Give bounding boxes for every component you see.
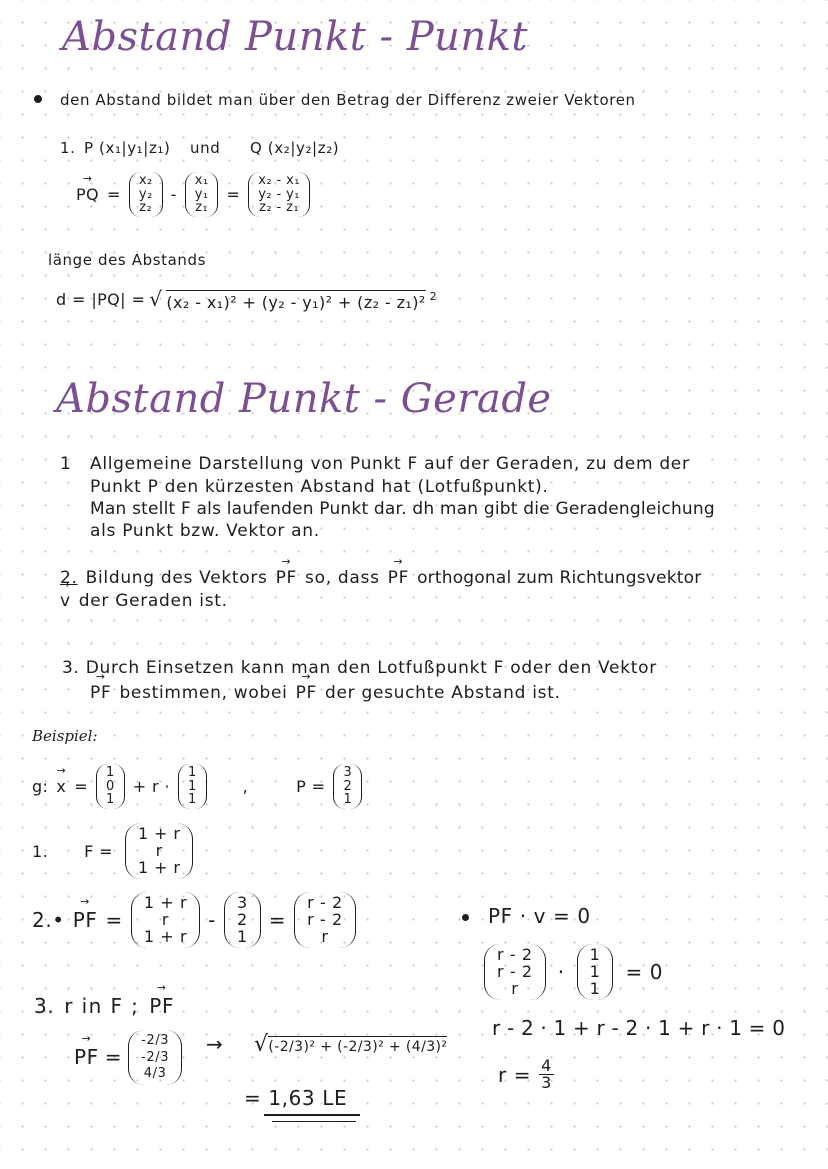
line-equation xyxy=(32,764,362,809)
direction-y: 1 xyxy=(187,778,197,794)
vector-q-z: z₂ xyxy=(139,200,153,216)
dot-v2-x: 1 xyxy=(589,945,601,964)
pf-final-equation xyxy=(74,1030,182,1085)
f-vector xyxy=(125,823,193,879)
pf-label: → PF xyxy=(73,908,98,932)
pf-final-label: → PF xyxy=(74,1045,99,1069)
dot-vector-2 xyxy=(577,944,614,1000)
section2-step2-line2 xyxy=(60,591,228,611)
pf-equation xyxy=(32,892,356,948)
bullet-dot-2 xyxy=(462,914,469,921)
section2-step3-line2 xyxy=(90,683,561,703)
equals-sign-2: = xyxy=(226,184,241,204)
result-underline-1 xyxy=(264,1114,360,1116)
dot-product-vectors xyxy=(484,944,663,1000)
minus-sign: - xyxy=(170,184,177,204)
step3-pf-1: → PF xyxy=(90,683,111,703)
section2-step3-line1: 3. Durch Einsetzen kann man den Lotfußpunkt F oder den Vektor xyxy=(62,658,657,678)
pq-label: → PQ xyxy=(76,185,99,204)
p-y: 2 xyxy=(343,778,353,794)
result-underline-2 xyxy=(272,1121,356,1122)
step3-header xyxy=(34,994,174,1018)
section2-step1-line1: Allgemeine Darstellung von Punkt F auf der Geraden, zu dem der xyxy=(90,454,690,474)
step2-text-c: orthogonal zum Richtungsvektor xyxy=(417,568,702,588)
vector-p-z: z₁ xyxy=(195,200,209,216)
p-vector xyxy=(333,764,362,809)
p-label: P = xyxy=(296,776,326,796)
pf-p-z: 1 xyxy=(236,926,248,946)
sqrt-sign-2: √ xyxy=(254,1032,269,1057)
diff-x: x₂ - x₁ xyxy=(258,173,300,188)
p-z: 1 xyxy=(343,792,353,808)
direction-z: 1 xyxy=(187,792,197,808)
pf-equals-2: = xyxy=(268,908,287,933)
sqrt-sign: √ xyxy=(149,287,163,311)
pf-p-y: 2 xyxy=(236,909,248,929)
step3-text-b: der gesuchte Abstand ist. xyxy=(325,683,561,703)
step1-number: 1. xyxy=(60,139,76,157)
pf-final-x: -2/3 xyxy=(141,1033,170,1048)
vector-p xyxy=(185,172,219,217)
distance-rhs: (x₂ - x₁)² + (y₂ - y₁)² + (z₂ - z₁)² xyxy=(166,290,425,312)
dot-v1-y: r - 2 xyxy=(497,961,533,981)
dot-product-condition: PF · v = 0 xyxy=(488,904,591,928)
pf-final-equals: = xyxy=(104,1045,123,1070)
f-x: 1 + r xyxy=(137,824,181,843)
dot-v1-z: r xyxy=(511,978,519,998)
equation-line: r - 2 · 1 + r - 2 · 1 + r · 1 = 0 xyxy=(492,1016,786,1040)
direction-x: 1 xyxy=(187,765,197,780)
r-solution xyxy=(498,1058,554,1091)
section2-step1-line2: Punkt P den kürzesten Abstand hat (Lotfußpunkt). xyxy=(90,477,549,497)
pf-equals: = xyxy=(105,908,123,933)
und-text: und xyxy=(190,139,221,157)
dot-v1-x: r - 2 xyxy=(497,945,533,964)
sqrt-content: (-2/3)² + (-2/3)² + (4/3)² xyxy=(268,1036,447,1055)
norm-expression xyxy=(254,1032,448,1057)
step2-number: 2. xyxy=(60,568,78,588)
pf-p-x: 3 xyxy=(236,893,248,912)
step2-pf-2: → PF xyxy=(388,568,409,588)
pf-vector-f xyxy=(131,892,200,948)
pf-f-y: r xyxy=(161,909,170,929)
step2-text-b: so, dass xyxy=(305,568,380,588)
pf-final-z: 4/3 xyxy=(143,1066,167,1082)
pf-final-y: -2/3 xyxy=(141,1049,170,1065)
section2-step1-line3: Man stellt F als laufenden Punkt dar. dh man gibt die Geradengleichung xyxy=(90,499,715,519)
section2-step2-line1 xyxy=(60,568,701,588)
point-p: P (x₁|y₁|z₁) xyxy=(84,139,171,157)
support-z: 1 xyxy=(106,792,115,808)
p-x: 3 xyxy=(343,765,353,780)
r-numerator: 4 xyxy=(541,1056,552,1075)
comma: , xyxy=(242,776,249,796)
result: = 1,63 LE xyxy=(244,1086,348,1110)
step2-text-a: Bildung des Vektors xyxy=(85,568,268,588)
distance-formula xyxy=(56,287,438,312)
pf-result-y: r - 2 xyxy=(307,909,343,929)
diff-y: y₂ - y₁ xyxy=(258,186,300,202)
f-equation xyxy=(32,823,193,879)
support-vector xyxy=(96,764,125,809)
r-label: r = xyxy=(498,1062,532,1087)
heading-abstand-punkt-punkt: Abstand Punkt - Punkt xyxy=(62,14,528,60)
bullet-dot xyxy=(34,95,42,103)
diff-z: z₂ - z₁ xyxy=(259,200,299,216)
pf-vector-p xyxy=(224,892,261,948)
step2-pf-1: → PF xyxy=(276,568,297,588)
pf-result-x: r - 2 xyxy=(307,893,343,912)
distance-lhs: d = |PQ| = xyxy=(56,290,146,309)
ex-step2-number: 2.• xyxy=(32,908,65,933)
pq-vector-equation xyxy=(76,172,310,217)
plus-r: + r · xyxy=(132,776,170,796)
direction-vector xyxy=(178,764,207,809)
section2-step1-number: 1 xyxy=(60,454,72,474)
dot-zero: = 0 xyxy=(625,960,664,985)
ex-step1-number: 1. xyxy=(32,841,49,861)
step2-v: → v xyxy=(60,591,71,611)
distance-sq: 2 xyxy=(429,290,438,303)
vector-difference xyxy=(248,172,310,217)
pf-f-z: 1 + r xyxy=(143,926,188,946)
pf-result-z: r xyxy=(321,926,329,946)
vector-q-y: y₂ xyxy=(138,186,153,202)
g-label: g: xyxy=(32,776,49,796)
intro-text: den Abstand bildet man über den Betrag der Differenz zweier Vektoren xyxy=(60,91,636,109)
step2-text-d: der Geraden ist. xyxy=(78,591,228,611)
dot-v2-y: 1 xyxy=(589,961,601,981)
dot-v2-z: 1 xyxy=(589,978,601,998)
heading-abstand-punkt-gerade: Abstand Punkt - Gerade xyxy=(56,376,552,422)
section2-step1-line4: als Punkt bzw. Vektor an. xyxy=(90,521,320,541)
dot-operator: · xyxy=(557,960,565,985)
point-q: Q (x₂|y₂|z₂) xyxy=(250,139,340,157)
step3-pf: → PF xyxy=(149,994,174,1018)
pf-minus: - xyxy=(208,908,216,933)
pf-final-vector xyxy=(128,1030,182,1085)
r-denominator: 3 xyxy=(541,1073,552,1092)
r-fraction xyxy=(539,1058,554,1091)
laenge-label: länge des Abstands xyxy=(48,251,207,269)
arrow: → xyxy=(206,1032,224,1056)
step3-text-a: bestimmen, wobei xyxy=(119,683,288,703)
x-vector: → x xyxy=(56,777,66,796)
step3-text: r in F ; xyxy=(64,994,140,1018)
beispiel-label: Beispiel: xyxy=(32,727,98,745)
ex-step3-number: 3. xyxy=(34,994,55,1018)
f-z: 1 + r xyxy=(137,857,181,877)
vector-q-x: x₂ xyxy=(138,173,153,188)
vector-p-y: y₁ xyxy=(194,186,209,202)
step3-pf-2: → PF xyxy=(296,683,317,703)
vector-q xyxy=(129,172,163,217)
support-x: 1 xyxy=(106,765,115,780)
pf-result-vector xyxy=(294,892,356,948)
f-y: r xyxy=(155,840,163,860)
vector-p-x: x₁ xyxy=(194,173,209,188)
pf-f-x: 1 + r xyxy=(143,893,188,912)
equals-sign: = xyxy=(107,184,121,204)
dot-vector-1 xyxy=(484,944,546,1000)
f-label: F = xyxy=(84,841,113,861)
g-equals: = xyxy=(74,776,89,796)
support-y: 0 xyxy=(106,778,115,794)
